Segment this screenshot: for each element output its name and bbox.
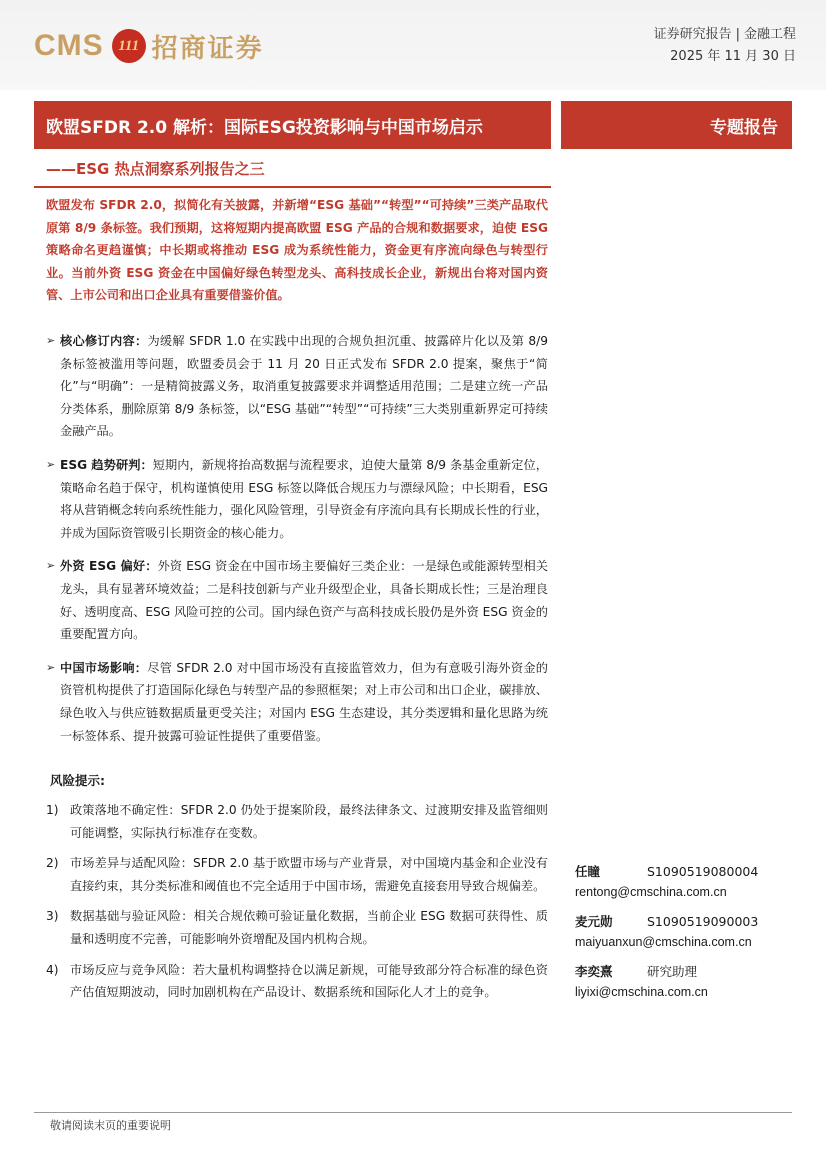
risk-text: 政策落地不确定性：SFDR 2.0 仍处于提案阶段，最终法律条文、过渡期安排及监管细则可能调整，实际执行标准存在变数。 <box>70 803 548 840</box>
risk-number: 3) <box>46 909 59 924</box>
footer-divider <box>34 1112 792 1113</box>
key-point <box>46 657 548 747</box>
analyst-card <box>575 862 795 902</box>
risk-text: 市场差异与适配风险：SFDR 2.0 基于欧盟市场与产业背景，对中国境内基金和企业没有直接约束，其分类标准和阈值也不完全适用于中国市场，需避免直接套用导致合规偏差。 <box>70 856 548 893</box>
analyst-card <box>575 962 795 1002</box>
risk-item <box>46 799 548 844</box>
arrow-bullet-icon: ➢ <box>46 660 56 674</box>
risk-number: 4) <box>46 962 59 977</box>
key-point <box>46 555 548 645</box>
logo-cn-text: 招商证券 <box>151 33 264 64</box>
report-title-bar <box>34 101 551 149</box>
analyst-panel <box>575 862 795 1012</box>
key-point-text: 尽管 SFDR 2.0 对中国市场没有直接监管效力，但为有意吸引海外资金的资管机构提供了打造国际化绿色与转型产品的参照框架；对上市公司和出口企业，碳排放、绿色收入与供应链数据质量更受关注；对国内 ESG 生态建设，其分类逻辑和量化思路为统一标签体系、提升披露可验证性提供了重要借鉴。 <box>60 660 548 743</box>
footer-note: 敬请阅读末页的重要说明 <box>50 1119 171 1132</box>
analyst-email[interactable]: maiyuanxun@cmschina.com.cn <box>575 935 752 949</box>
logo-cms-text: CMS <box>34 29 104 62</box>
report-type: 证券研究报告 <box>653 27 732 42</box>
key-point-heading: 外资 ESG 偏好： <box>60 559 158 574</box>
risk-item <box>46 852 548 897</box>
header-meta <box>654 24 796 68</box>
analyst-email[interactable]: rentong@cmschina.com.cn <box>575 885 727 899</box>
risk-item <box>46 959 548 1004</box>
report-title: 欧盟SFDR 2.0 解析：国际ESG投资影响与中国市场启示 <box>46 117 483 138</box>
logo-emblem-icon: 111 <box>112 29 146 63</box>
risk-list <box>46 799 548 1012</box>
summary-paragraph: 欧盟发布 SFDR 2.0，拟简化有关披露，并新增“ESG 基础”“转型”“可持续”三类产品取代原第 8/9 条标签。我们预期，这将短期内提高欧盟 ESG 产品的合规和数据要求，迫使 ESG 策略命名更趋谨慎；中长期或将推动 ESG 成为系统性能力，资金更有序流向绿色与转型行业。当前外资 ESG 资金在中国偏好绿色转型龙头、高科技成长企业，新规出台将对国内资管、上市公司和出口企业具有重要借鉴价值。 <box>46 198 548 303</box>
analyst-card <box>575 912 795 952</box>
subtitle-divider <box>34 186 551 188</box>
analyst-id: S1090519090003 <box>647 914 759 929</box>
report-tag: 专题报告 <box>710 117 778 138</box>
analyst-name: 麦元勋 <box>575 914 613 929</box>
risk-text: 数据基础与验证风险：相关合规依赖可验证量化数据，当前企业 ESG 数据可获得性、质量和透明度不完善，可能影响外资增配及国内机构合规。 <box>70 909 548 946</box>
company-logo <box>34 26 264 66</box>
report-date: 2025 年 11 月 30 日 <box>670 49 796 64</box>
key-point-heading: ESG 趋势研判： <box>60 457 153 472</box>
risk-number: 1) <box>46 803 59 817</box>
risk-title: 风险提示: <box>50 773 105 788</box>
analyst-name: 任瞳 <box>575 864 601 879</box>
key-point-text: 为缓解 SFDR 1.0 在实践中出现的合规负担沉重、披露碎片化以及第 8/9 条标签被滥用等问题，欧盟委员会于 11 月 20 日正式发布 SFDR 2.0 提案，聚焦于“简化”与“明确”：一是精简披露义务，取消重复披露要求并调整适用范围；二是建立统一产品分类体系，删除原第 8/9 条标签，以“ESG 基础”“转型”“可持续”三大类别重新界定可持续金融产品。 <box>60 334 549 439</box>
key-point-text: 外资 ESG 资金在中国市场主要偏好三类企业：一是绿色或能源转型相关龙头，具有显著环境效益；二是科技创新与产业升级型企业，具备长期成长性；三是治理良好、透明度高、ESG 风险可控的公司。国内绿色资产与高科技成长股仍是外资 ESG 资金的重要配置方向。 <box>60 559 548 642</box>
analyst-id: S1090519080004 <box>647 864 759 879</box>
key-point-heading: 核心修订内容： <box>60 334 148 348</box>
key-point <box>46 330 548 443</box>
report-tag-bar <box>561 101 792 149</box>
report-subtitle: ——ESG 热点洞察系列报告之三 <box>46 160 265 178</box>
analyst-email[interactable]: liyixi@cmschina.com.cn <box>575 985 708 999</box>
risk-number: 2) <box>46 856 59 871</box>
report-category: 金融工程 <box>743 27 796 42</box>
header-separator: | <box>735 27 740 42</box>
risk-item <box>46 905 548 950</box>
key-point-text: 短期内，新规将抬高数据与流程要求，迫使大量第 8/9 条基金重新定位，策略命名趋于保守，机构谨慎使用 ESG 标签以降低合规压力与漂绿风险；中长期看，ESG 将从营销概念转向系统性能力，强化风险管理，引导资金有序流向具有长期成长性的行业，并成为国际资管吸引长期资金的核心能力。 <box>60 457 548 540</box>
analyst-name: 李奕熹 <box>575 964 613 979</box>
risk-text: 市场反应与竞争风险：若大量机构调整持仓以满足新规，可能导致部分符合标准的绿色资产估值短期波动，同时加剧机构在产品设计、数据系统和国际化人才上的竞争。 <box>70 962 548 1000</box>
arrow-bullet-icon: ➢ <box>46 457 56 471</box>
arrow-bullet-icon: ➢ <box>46 559 56 573</box>
arrow-bullet-icon: ➢ <box>46 334 56 347</box>
analyst-role: 研究助理 <box>647 964 698 979</box>
key-point-heading: 中国市场影响： <box>60 660 148 675</box>
key-points-list <box>46 330 548 758</box>
key-point <box>46 454 548 544</box>
